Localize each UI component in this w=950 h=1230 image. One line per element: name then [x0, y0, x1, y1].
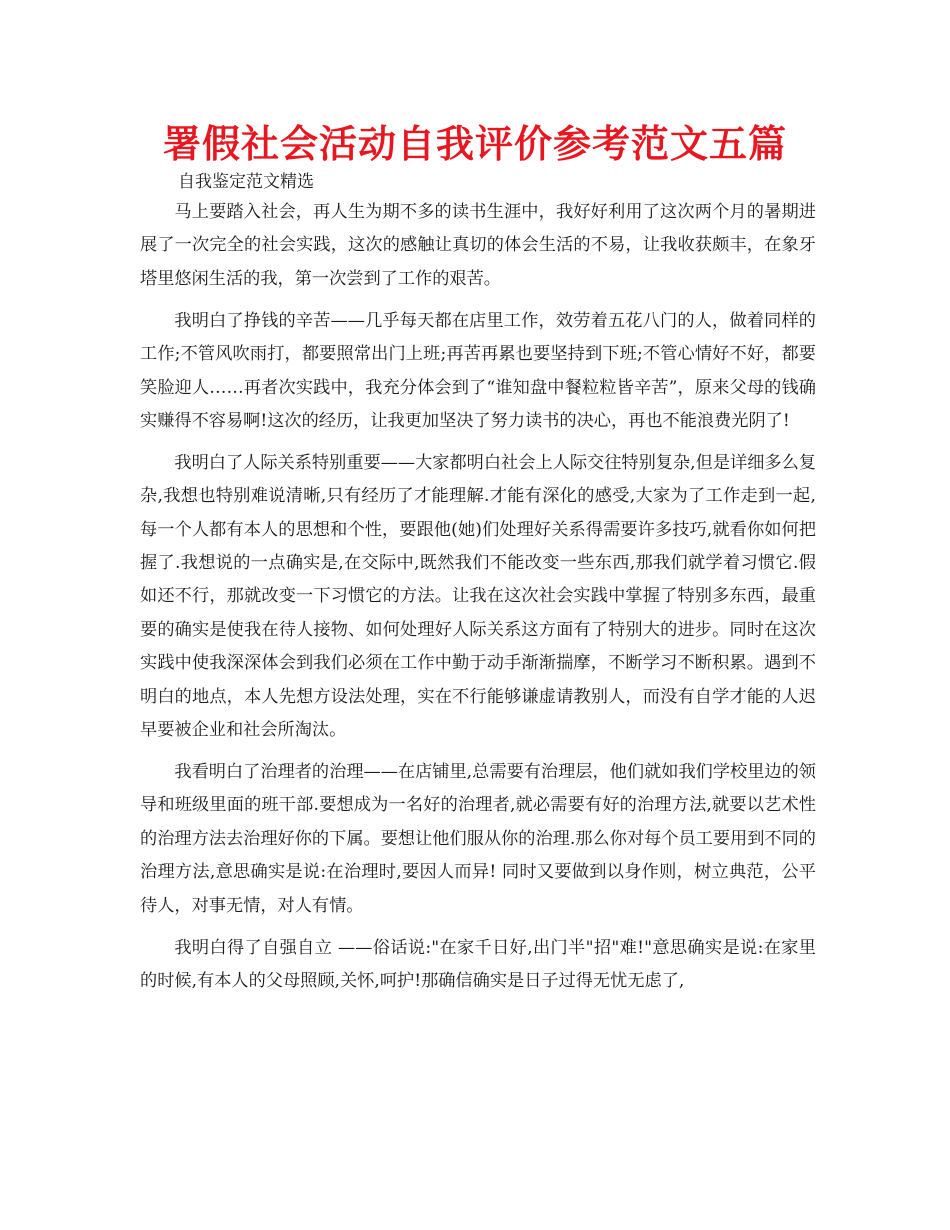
document-subtitle: 自我鉴定范文精选: [178, 172, 314, 192]
document-body: [140, 196, 816, 1007]
paragraph-5: 我明白得了自强自立 ——俗话说:"在家千日好,出门半"招"难!"意思确实是说:在家里的时候,有本人的父母照顾,关怀,呵护!那确信确实是日子过得无忧无虑了,: [140, 937, 816, 991]
paragraph-3: 我明白了人际关系特别重要——大家都明白社会上人际交往特别复杂,但是详细多么复杂,我想也特别难说清晰,只有经历了才能理解.才能有深化的感受,大家为了工作走到一起, 每一个人都有本人的思想和个性，要跟他(她)们处理好关系得需要许多技巧,就看你如何把握了.我想说的一点确实是,在交际中,既然我们不能改变一些东西,那我们就学着习惯它.假如还不行，那就改变一下习惯它的方法。让我在这次社会实践中掌握了特别多东西，最重要的确实是使我在待人接物、如何处理好人际关系这方面有了特别大的进步。同时在这次实践中使我深深体会到我们必须在工作中勤于动手渐渐揣摩，不断学习不断积累。遇到不明白的地点，本人先想方设法处理，实在不行能够谦虚请教别人，而没有自学才能的人迟早要被企业和社会所淘汰。: [140, 452, 816, 741]
paragraph-4: 我看明白了治理者的治理——在店铺里,总需要有治理层，他们就如我们学校里边的领导和班级里面的班干部.要想成为一名好的治理者,就必需要有好的治理方法,就要以艺术性的治理方法去治理好你的下属。要想让他们服从你的治理.那么你对每个员工要用到不同的治理方法,意思确实是说:在治理时,要因人而异! 同时又要做到以身作则，树立典范，公平待人，对事无情，对人有情。: [140, 762, 816, 916]
paragraph-2: 我明白了挣钱的辛苦——几乎每天都在店里工作，效劳着五花八门的人，做着同样的工作;不管风吹雨打，都要照常出门上班;再苦再累也要坚持到下班;不管心情好不好，都要笑脸迎人……再者次实践中，我充分体会到了“谁知盘中餐粒粒皆辛苦”，原来父母的钱确实赚得不容易啊!这次的经历，让我更加坚决了努力读书的决心，再也不能浪费光阴了!: [140, 310, 816, 431]
document-title: 署假社会活动自我评价参考范文五篇: [162, 122, 787, 166]
paragraph-1: 马上要踏入社会，再人生为期不多的读书生涯中，我好好利用了这次两个月的暑期进展了一次完全的社会实践，这次的感触让真切的体会生活的不易，让我收获颇丰，在象牙塔里悠闲生活的我，第一次尝到了工作的艰苦。: [140, 202, 816, 289]
